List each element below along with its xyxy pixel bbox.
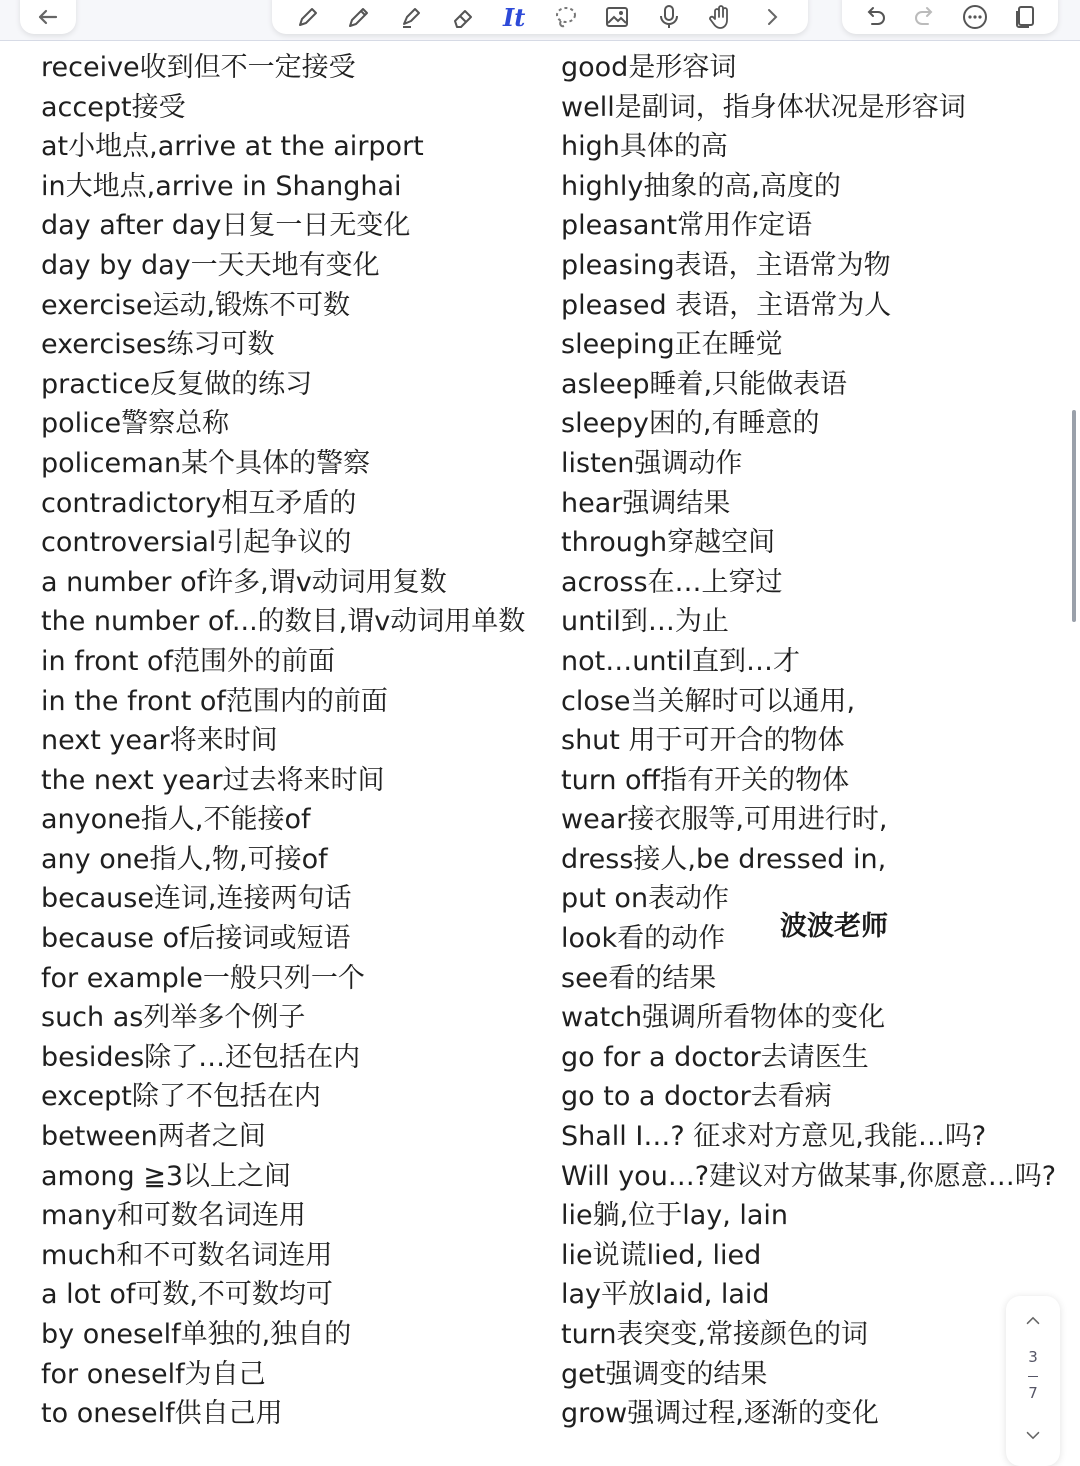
note-line: pleased 表语，主语常为人 [561,289,892,321]
note-line: watch强调所看物体的变化 [561,1002,886,1034]
history-tools [842,0,1058,34]
more-tools-chevron-icon[interactable] [757,2,787,32]
drawing-tools [272,0,808,34]
note-line: lay平放laid, laid [561,1279,770,1311]
redo-icon[interactable] [910,2,940,32]
text-tool-icon[interactable] [499,2,529,32]
note-line: among ≧3以上之间 [41,1160,292,1192]
note-line: turn off指有开关的物体 [561,764,850,796]
chevron-up-icon[interactable] [1018,1306,1048,1336]
vertical-scrollbar[interactable] [1072,410,1076,622]
note-line: see看的结果 [561,962,717,994]
note-line: many和可数名词连用 [41,1200,306,1232]
note-line: such as列举多个例子 [41,1002,306,1034]
current-page-number: 3 [1028,1348,1038,1366]
notes-right-column [561,48,1056,1434]
note-line: exercises练习可数 [41,329,275,361]
note-line: until到…为止 [561,606,729,638]
note-line: sleepy困的,有睡意的 [561,408,820,440]
note-line: accept接受 [41,91,186,123]
undo-icon[interactable] [860,2,890,32]
note-line: dress接人,be dressed in, [561,843,887,875]
note-line: exercise运动,锻炼不可数 [41,289,351,321]
note-line: because连词,连接两句话 [41,883,352,915]
highlighter-icon[interactable] [396,2,426,32]
microphone-icon[interactable] [654,2,684,32]
note-line: between两者之间 [41,1121,266,1153]
note-line: the next year过去将来时间 [41,764,385,796]
note-line: anyone指人,不能接of [41,804,311,836]
note-line: not…until直到…才 [561,645,801,677]
note-line: close当关解时可以通用, [561,685,856,717]
note-line: policeman某个具体的警察 [41,447,371,479]
note-line: asleep睡着,只能做表语 [561,368,848,400]
note-line: go to a doctor去看病 [561,1081,832,1113]
note-line: for oneself为自己 [41,1358,266,1390]
note-line: because of后接词或短语 [41,923,351,955]
note-line: Shall I…? 征求对方意见,我能…吗? [561,1121,987,1153]
note-line: get强调变的结果 [561,1358,768,1390]
top-toolbar [0,0,1080,41]
note-line: much和不可数名词连用 [41,1239,333,1271]
note-line: any one指人,物,可接of [41,843,328,875]
note-line: a lot of可数,不可数均可 [41,1279,333,1311]
author-watermark: 波波老师 [780,911,888,942]
note-line: in the front of范围内的前面 [41,685,388,717]
note-line: police警察总称 [41,408,230,440]
note-line: practice反复做的练习 [41,368,313,400]
note-line: wear接衣服等,可用进行时, [561,804,888,836]
note-line: put on表动作 [561,883,730,915]
note-line: next year将来时间 [41,725,278,757]
note-line: receive收到但不一定接受 [41,52,356,83]
note-line: controversial引起争议的 [41,527,352,559]
note-line: day by day一天天地有变化 [41,249,380,281]
note-line: lie说谎lied, lied [561,1239,762,1271]
note-line: contradictory相互矛盾的 [41,487,357,519]
note-line: hear强调结果 [561,487,731,519]
note-line: across在…上穿过 [561,566,783,598]
lasso-icon[interactable] [551,2,581,32]
back-arrow-icon[interactable] [33,2,63,32]
note-line: the number of...的数目,谓v动词用单数 [41,606,526,638]
note-line: to oneself供自己用 [41,1398,283,1430]
pencil-icon[interactable] [344,2,374,32]
note-line: for example一般只列一个 [41,962,365,994]
note-line: well是副词，指身体状况是形容词 [561,91,966,123]
note-line: turn表突变,常接颜色的词 [561,1319,869,1350]
note-line: except除了不包括在内 [41,1081,321,1113]
hand-icon[interactable] [706,2,736,32]
note-line: shut 用于可开合的物体 [561,725,845,757]
note-line: in front of范围外的前面 [41,645,336,677]
note-line: highly抽象的高,高度的 [561,170,841,202]
page-navigator [1006,1296,1060,1466]
note-line: a number of许多,谓v动词用复数 [41,566,447,598]
note-line: grow强调过程,逐渐的变化 [561,1398,879,1430]
note-line: Will you…?建议对方做某事,你愿意…吗? [561,1160,1057,1192]
note-line: at小地点,arrive at the airport [41,131,424,163]
total-pages-number: 7 [1028,1384,1038,1402]
back-pill [20,0,76,34]
pen-icon[interactable] [293,2,323,32]
note-line: sleeping正在睡觉 [561,329,783,361]
pages-icon[interactable] [1010,2,1040,32]
notes-left-column [41,48,525,1434]
note-line: high具体的高 [561,131,728,163]
more-options-icon[interactable] [960,2,990,32]
note-line: besides除了…还包括在内 [41,1041,361,1073]
note-line: go for a doctor去请医生 [561,1041,869,1073]
page-separator [1028,1376,1038,1377]
note-line: through穿越空间 [561,527,776,559]
note-line: day after day日复一日无变化 [41,210,411,242]
text-tool-label: It [503,2,526,32]
chevron-down-icon[interactable] [1018,1420,1048,1450]
note-line: look看的动作 [561,923,726,955]
note-line: lie躺,位于lay, lain [561,1200,789,1232]
note-line: good是形容词 [561,52,737,83]
note-line: by oneself单独的,独自的 [41,1319,352,1350]
eraser-icon[interactable] [448,2,478,32]
note-line: pleasing表语，主语常为物 [561,249,891,281]
note-line: listen强调动作 [561,447,743,479]
image-icon[interactable] [602,2,632,32]
note-line: pleasant常用作定语 [561,210,813,242]
note-line: in大地点,arrive in Shanghai [41,170,402,202]
